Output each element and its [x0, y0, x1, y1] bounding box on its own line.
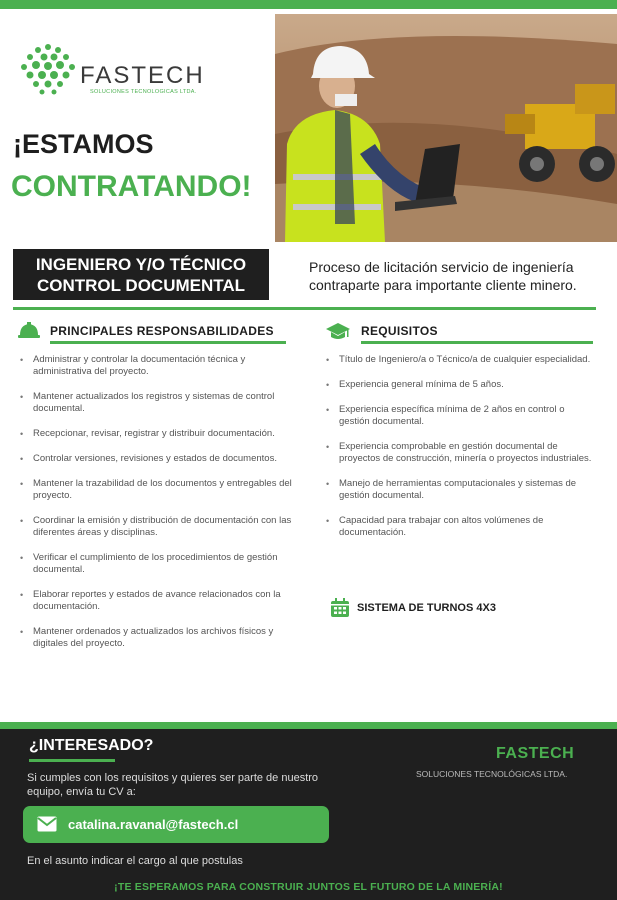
shift-label: SISTEMA DE TURNOS 4X3	[357, 602, 496, 614]
footer-text: Si cumples con los requisitos y quieres ser parte de nuestro equipo, envía tu CV a:	[27, 772, 319, 798]
footer-accent-bar	[0, 722, 617, 729]
top-accent-bar	[0, 0, 617, 9]
email-address[interactable]: catalina.ravanal@fastech.cl	[68, 817, 239, 832]
responsibilities-title: PRINCIPALES RESPONSABILIDADES	[50, 324, 274, 338]
position-title-line2: CONTROL DOCUMENTAL	[36, 276, 246, 295]
hard-hat-icon	[17, 320, 41, 340]
shift-system	[330, 598, 496, 618]
responsibilities-list	[20, 354, 302, 663]
footer-brand: FASTECH	[496, 745, 575, 762]
list-item: • Elaborar reportes y estados de avance relacionados con la documentación.	[20, 589, 302, 613]
calendar-icon	[330, 598, 350, 618]
email-button[interactable]	[23, 806, 329, 843]
position-title-line1: INGENIERO Y/O TÉCNICO	[35, 255, 247, 274]
intro-text: Proceso de licitación servicio de ingeniería contraparte para importante cliente minero.	[309, 259, 577, 293]
footer-brand-subtitle: SOLUCIONES TECNOLÓGICAS LTDA.	[416, 769, 568, 779]
responsibilities-underline	[50, 341, 286, 344]
logo-subtitle: SOLUCIONES TECNOLOGICAS LTDA.	[90, 89, 197, 95]
list-item: • Administrar y controlar la documentación técnica y administrativa del proyecto.	[20, 354, 302, 378]
footer-slogan: ¡TE ESPERAMOS PARA CONSTRUIR JUNTOS EL FUTURO DE LA MINERÍA!	[114, 881, 503, 893]
footer	[0, 729, 617, 900]
headline-contratando: CONTRATANDO!	[11, 170, 252, 203]
list-item: • Experiencia específica mínima de 2 años en control o gestión documental.	[326, 404, 596, 428]
list-item: • Verificar el cumplimiento de los procedimientos de gestión documental.	[20, 552, 302, 576]
list-item: • Coordinar la emisión y distribución de documentación con las diferentes áreas y disciplinas.	[20, 515, 302, 539]
section-divider	[13, 307, 596, 310]
list-item: • Mantener ordenados y actualizados los archivos físicos y digitales del proyecto.	[20, 626, 302, 650]
footer-title-underline	[29, 759, 115, 762]
requirements-title: REQUISITOS	[361, 324, 438, 338]
list-item: • Mantener la trazabilidad de los documentos y entregables del proyecto.	[20, 478, 302, 502]
company-logo	[18, 42, 218, 102]
list-item: • Controlar versiones, revisiones y estados de documentos.	[20, 453, 302, 465]
list-item: • Capacidad para trabajar con altos volúmenes de documentación.	[326, 515, 596, 539]
list-item: • Título de Ingeniero/a o Técnico/a de cualquier especialidad.	[326, 354, 596, 366]
hero-photo	[275, 14, 617, 242]
logo-name: FASTECH	[80, 62, 205, 89]
list-item: • Experiencia general mínima de 5 años.	[326, 379, 596, 391]
list-item: • Recepcionar, revisar, registrar y distribuir documentación.	[20, 428, 302, 440]
footer-title: ¿INTERESADO?	[29, 737, 154, 754]
list-item: • Mantener actualizados los registros y sistemas de control documental.	[20, 391, 302, 415]
requirements-list	[326, 354, 596, 552]
headline-estamos: ¡ESTAMOS	[13, 129, 154, 159]
position-title-box	[13, 249, 269, 300]
graduation-cap-icon	[325, 322, 351, 340]
requirements-underline	[361, 341, 593, 344]
logo-dots-icon	[18, 42, 78, 98]
list-item: • Experiencia comprobable en gestión documental de proyectos de construcción, minería o proyectos industriales.	[326, 441, 596, 465]
list-item: • Manejo de herramientas computacionales y sistemas de gestión documental.	[326, 478, 596, 502]
envelope-icon	[37, 816, 57, 832]
subject-note: En el asunto indicar el cargo al que postulas	[27, 855, 243, 867]
